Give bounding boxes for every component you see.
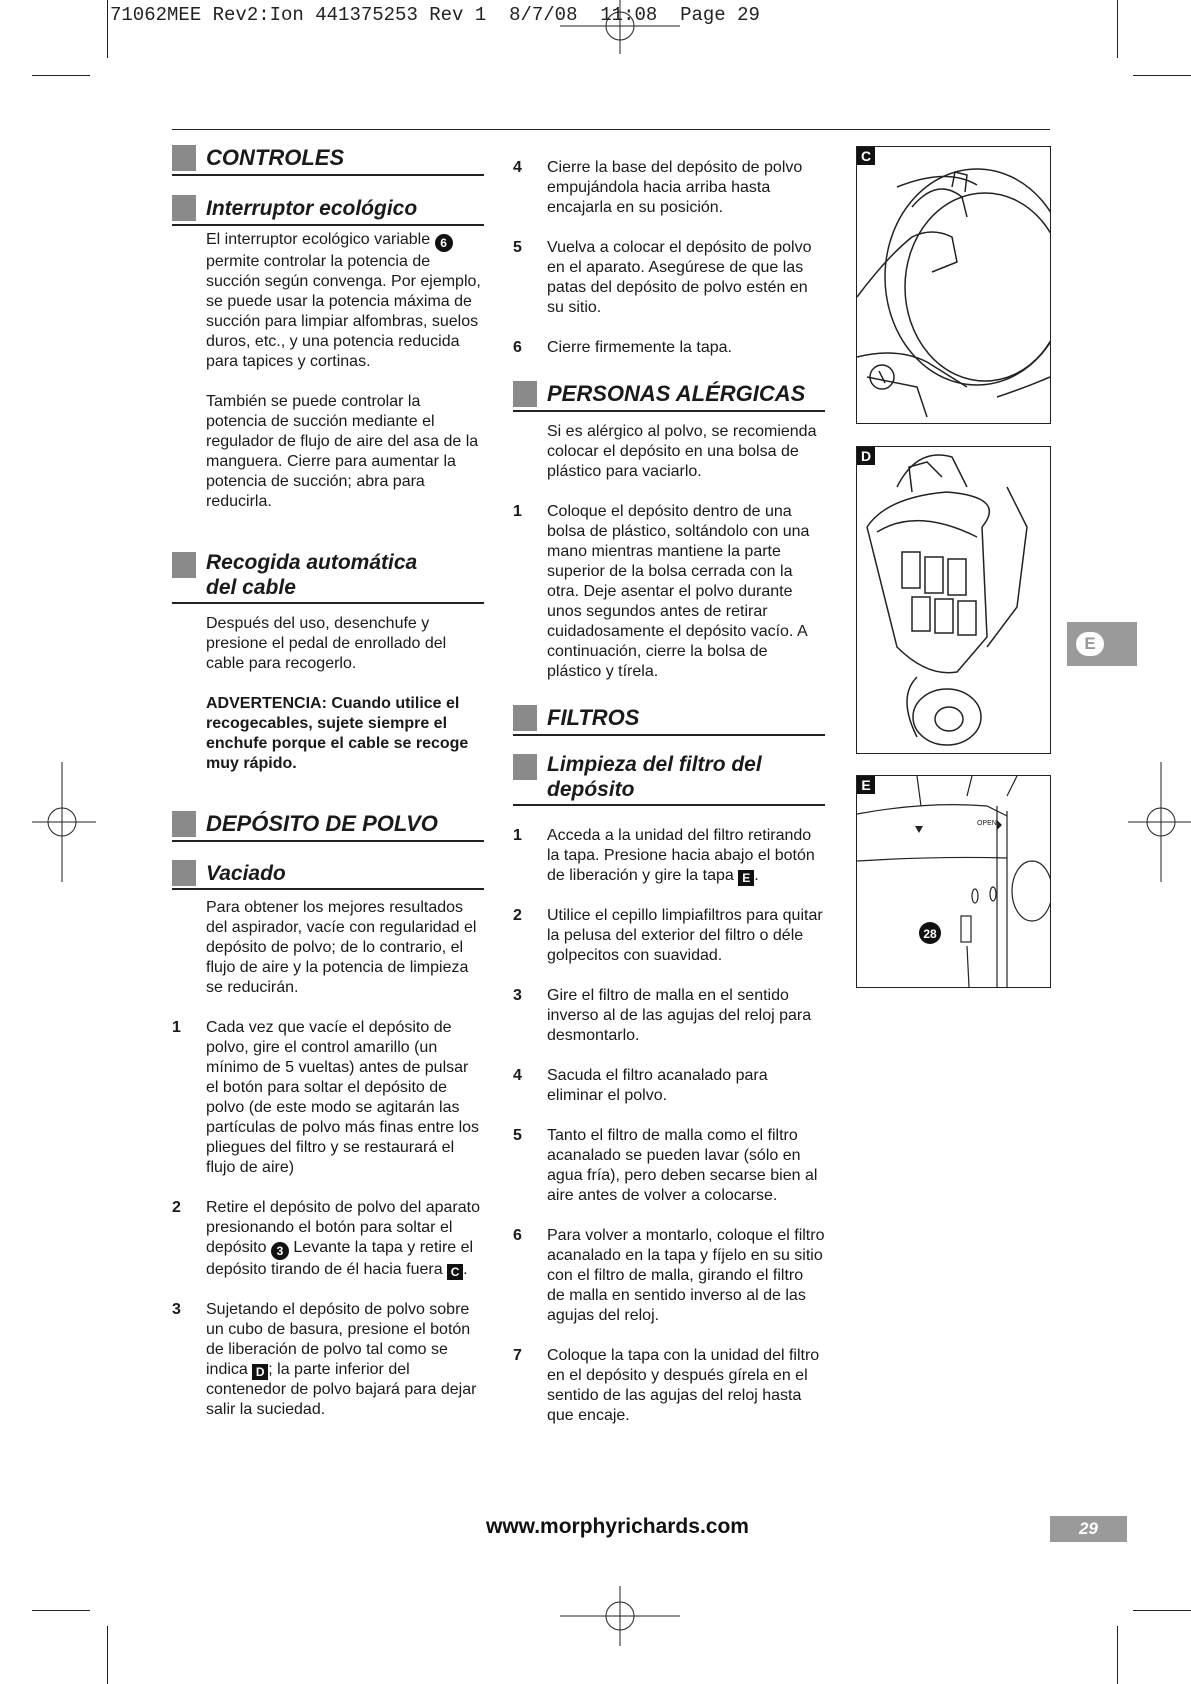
section-heading-alergicas: PERSONAS ALÉRGICAS — [513, 378, 825, 412]
figure-e-label: E — [857, 776, 875, 794]
list-item: 1 Cada vez que vacíe el depósito de polvo, gire el control amarillo (un mínimo de 5 vueltas) antes de pulsar el botón para soltar el depósito de polvo (de este modo se agitarán las partículas de polvo más finas entre los pliegues del filtro y se restaurará el flujo de aire) — [172, 1019, 480, 1176]
list-item: 3 Sujetando el depósito de polvo sobre un cubo de basura, presione el botón de liberación de polvo tal como se indica D ; la parte inferior del contenedor de polvo bajará para dejar salir la suciedad. — [172, 1301, 477, 1418]
list-item: 1 Coloque el depósito dentro de una bolsa de plástico, soltándolo con una mano mientras mantiene la parte superior de la bolsa cerrada con la otra. Deje asentar el polvo durante unos segundos antes de retirar cuidadosamente el depósito vacío. A continuación, cierre la bolsa de plástico y tírela. — [513, 503, 810, 680]
figure-e — [856, 775, 1051, 988]
paragraph-recogida: Después del uso, desenchufe y presione el pedal de enrollado del cable para recogerlo. — [206, 615, 447, 672]
section-heading-deposito: DEPÓSITO DE POLVO — [172, 808, 484, 842]
callout-28-icon: 28 — [923, 927, 937, 941]
subheading-limpieza: Limpieza del filtro del depósito — [513, 752, 825, 806]
section-heading-filtros: FILTROS — [513, 702, 825, 736]
figure-ref-c-icon: C — [447, 1264, 463, 1280]
callout-3-icon: 3 — [271, 1242, 289, 1260]
figure-d — [856, 446, 1051, 754]
column-middle — [513, 158, 825, 1426]
figure-c — [856, 146, 1051, 424]
list-item: 5 Tanto el filtro de malla como el filtro acanalado se pueden lavar (sólo en agua fría), pero deben secarse bien al aire antes de volver a colocarse. — [513, 1127, 818, 1204]
figure-c-label: C — [857, 147, 875, 165]
crop-mark — [32, 75, 90, 76]
list-item: 7 Coloque la tapa con la unidad del filtro en el depósito y después gírela en el sentido de las agujas del reloj hasta que encaje. — [513, 1347, 820, 1424]
language-tab-label: E — [1076, 632, 1104, 656]
paragraph-interruptor: El interruptor ecológico variable 6 permite controlar la potencia de succión según convenga. Por ejemplo, se puede usar la potencia máxima de succión para limpiar alfombras, suelos duros, etc., y una potencia reducida para tapices y cortinas. — [206, 231, 481, 370]
section-heading-controles: CONTROLES — [172, 142, 484, 176]
list-item: 2 Retire el depósito de polvo del aparato presionando el botón para soltar el depósito 3 Levante la tapa y retire el depósito tirando de él hacia fuera C . — [172, 1199, 480, 1279]
list-item: 3 Gire el filtro de malla en el sentido inverso al de las agujas del reloj para desmontarlo. — [513, 987, 812, 1044]
subheading-interruptor: Interruptor ecológico — [172, 192, 484, 226]
crop-mark — [32, 1610, 90, 1611]
list-item: 4 Sacuda el filtro acanalado para eliminar el polvo. — [513, 1067, 768, 1104]
crop-mark — [1117, 1626, 1118, 1684]
subheading-recogida: Recogida automática del cable — [172, 550, 484, 604]
warning-text: ADVERTENCIA: Cuando utilice el recogecables, sujete siempre el enchufe porque el cable se recoge muy rápido. — [206, 695, 469, 772]
paragraph-alergicas: Si es alérgico al polvo, se recomienda colocar el depósito en una bolsa de plástico para vaciarlo. — [547, 423, 817, 480]
figure-ref-d-icon: D — [252, 1364, 268, 1380]
list-item: 5 Vuelva a colocar el depósito de polvo en el aparato. Asegúrese de que las patas del depósito de polvo estén en su sitio. — [513, 239, 812, 316]
registration-mark-icon — [560, 1586, 680, 1646]
registration-mark-icon — [1128, 762, 1191, 882]
footer-url[interactable]: www.morphyrichards.com — [486, 1515, 749, 1538]
crop-mark — [107, 0, 108, 58]
figure-d-label: D — [857, 447, 875, 465]
callout-6-icon: 6 — [435, 234, 453, 252]
registration-mark-icon — [560, 0, 680, 54]
list-item: 1 Acceda a la unidad del filtro retirando la tapa. Presione hacia abajo el botón de liberación y gire la tapa E . — [513, 827, 815, 885]
open-label: OPEN — [977, 820, 997, 827]
hand-opening-lid-icon — [857, 147, 1050, 423]
print-slug: 71062MEE Rev2:Ion 441375253 Rev 1 8/7/08 11:08 Page 29 — [110, 4, 760, 26]
list-item: 6 Para volver a montarlo, coloque el filtro acanalado en la tapa y fíjelo en su sitio con el filtro de malla, girando el filtro de malla en sentido inverso al de las agujas del reloj. — [513, 1227, 825, 1324]
top-rule — [172, 129, 1050, 130]
crop-mark — [1133, 75, 1191, 76]
list-item: 4 Cierre la base del depósito de polvo empujándola hacia arriba hasta encajarla en su posición. — [513, 159, 803, 216]
crop-mark — [1133, 1610, 1191, 1611]
subheading-vaciado: Vaciado — [172, 858, 484, 890]
column-left — [172, 142, 484, 1420]
paragraph-regulador: También se puede controlar la potencia de succión mediante el regulador de flujo de aire del asa de la manguera. Cierre para aumentar la potencia de succión; abra para reducirla. — [206, 393, 479, 510]
language-tab — [1067, 622, 1137, 666]
list-item: 2 Utilice el cepillo limpiafiltros para quitar la pelusa del exterior del filtro o déle golpecitos con suavidad. — [513, 907, 823, 964]
paragraph-vaciado: Para obtener los mejores resultados del aspirador, vacíe con regularidad el depósito de polvo; de lo contrario, el flujo de aire y la potencia de limpieza se reducirán. — [206, 899, 477, 996]
registration-mark-icon — [32, 762, 96, 882]
lid-release-icon — [857, 776, 1050, 987]
hand-holding-bin-icon — [857, 447, 1050, 753]
page-number: 29 — [1050, 1516, 1127, 1542]
crop-mark — [107, 1626, 108, 1684]
list-item: 6 Cierre firmemente la tapa. — [513, 339, 732, 356]
figure-ref-e-icon: E — [738, 870, 754, 886]
crop-mark — [1117, 0, 1118, 58]
